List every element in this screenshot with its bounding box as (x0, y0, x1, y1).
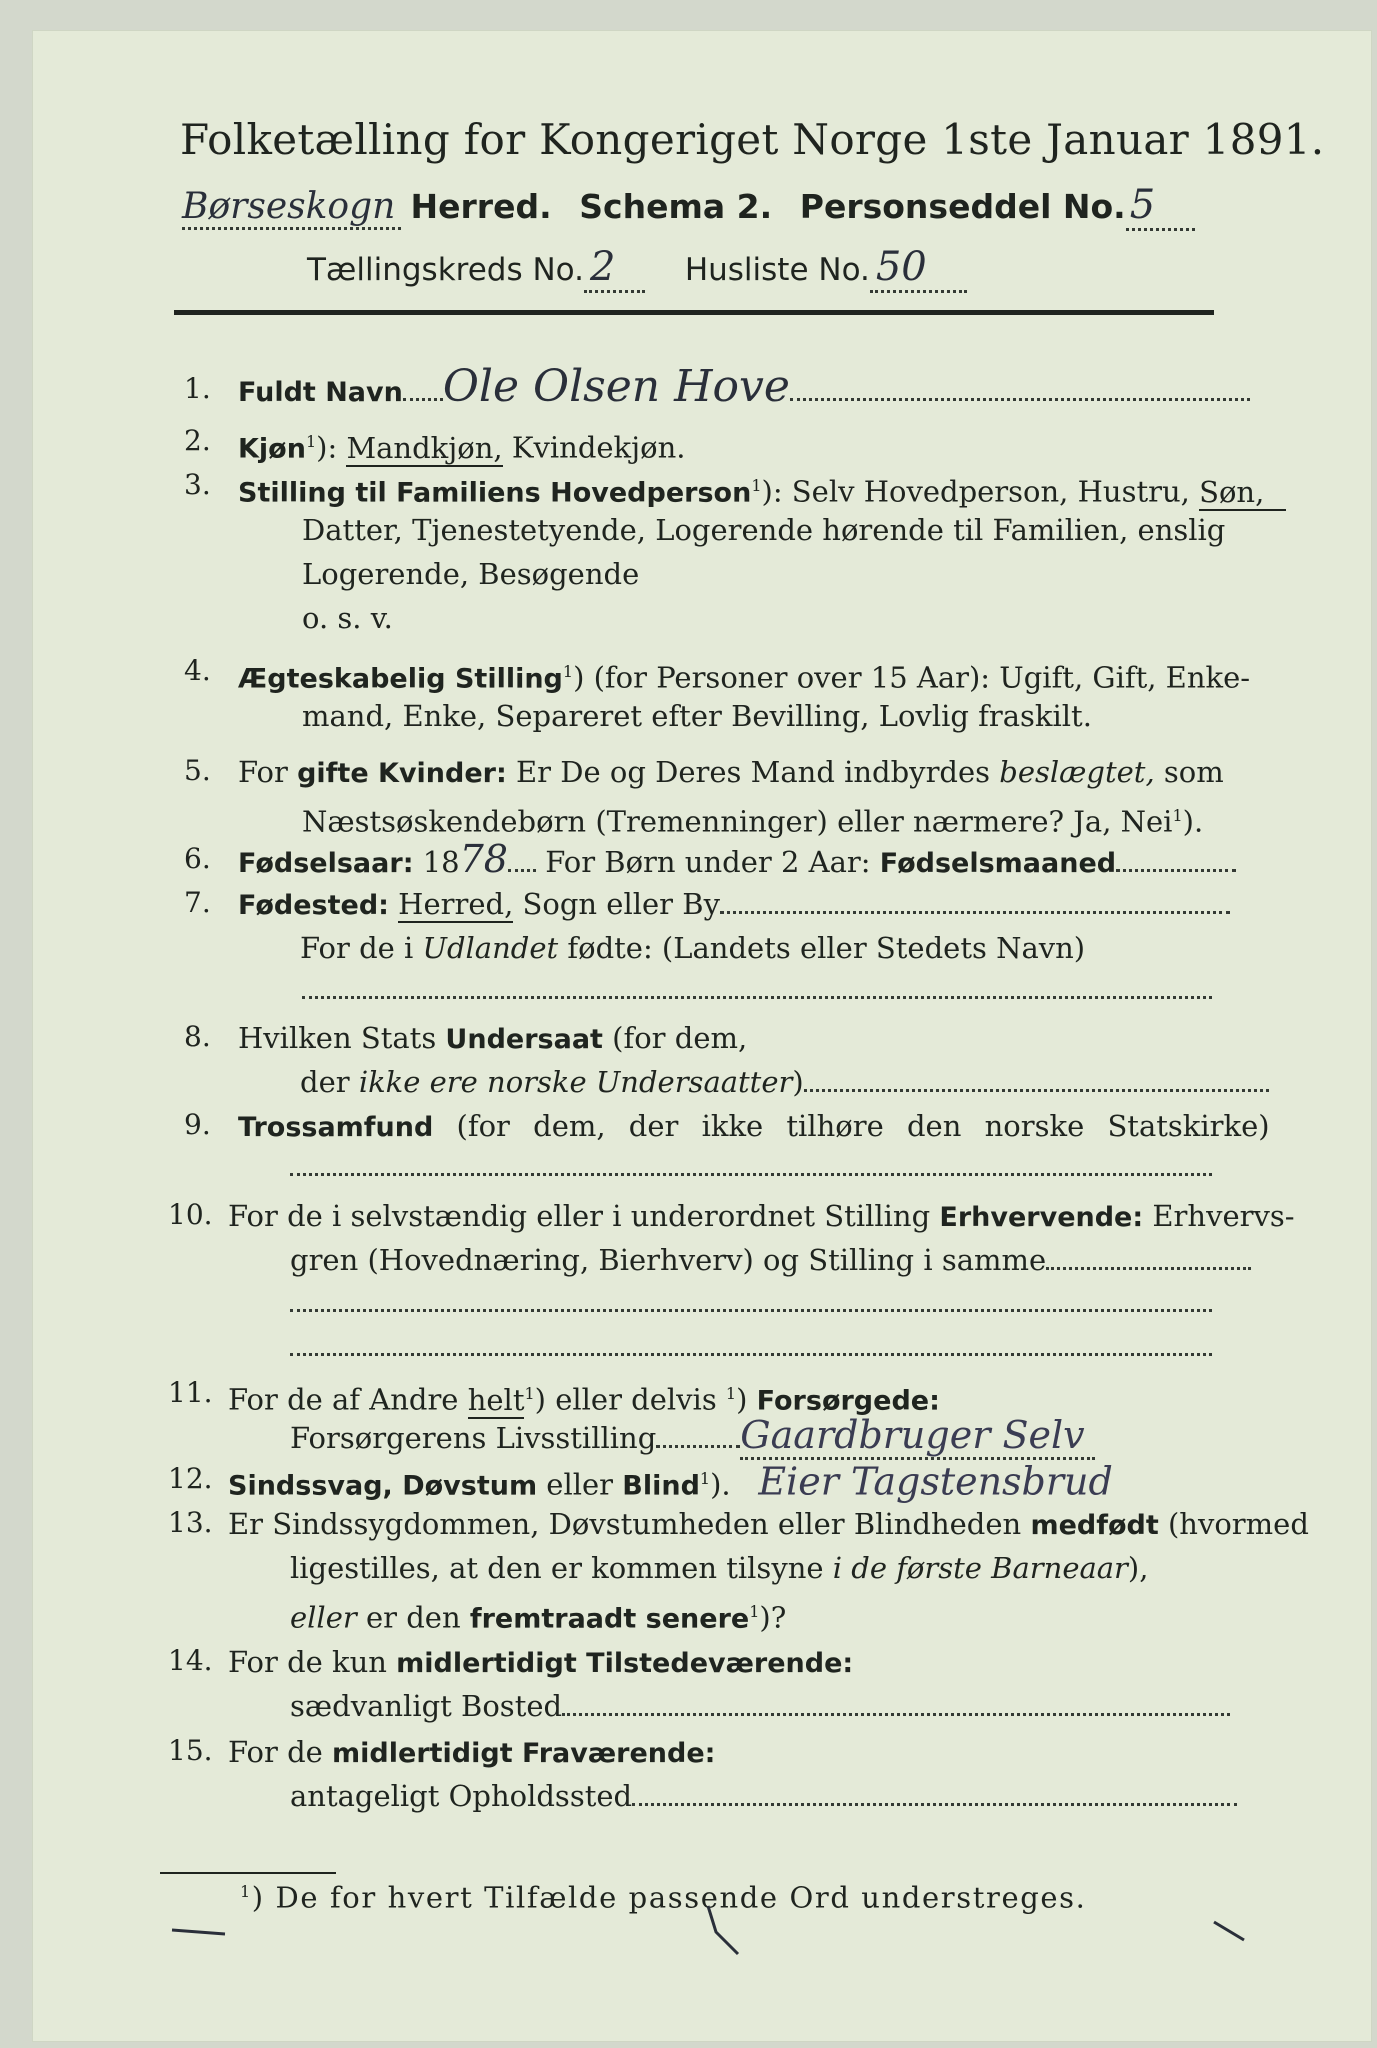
q1-number: 1. (184, 372, 211, 405)
q2-label: Kjøn (238, 433, 306, 465)
q11-row-1: For de af Andre helt$^1$) eller delvis $^1$) Forsørgede: (228, 1382, 940, 1417)
q6-label-2: Fødselsmaaned (879, 848, 1117, 879)
q3-row-4: o. s. v. (302, 601, 393, 635)
q3-option-son: Søn, (1199, 475, 1286, 511)
footnote: $^1$) De for hvert Tilfælde passende Ord understreges. (240, 1880, 1087, 1915)
personseddel-value: 5 (1126, 182, 1195, 231)
q7-row-1: Fødested: Herred, Sogn eller By (238, 886, 1230, 924)
personseddel-label: Personseddel No. (799, 187, 1126, 226)
q9-number: 9. (184, 1108, 211, 1141)
q12-row: Sindssvag, Døvstum eller Blind$^1$). Eier Tagstensbrud (228, 1459, 1113, 1504)
q11-row-2: Forsørgerens Livsstilling Gaardbruger Selv (290, 1410, 1095, 1463)
kreds-value: 2 (584, 244, 645, 293)
q14-label: midlertidigt Tilstedeværende: (396, 1648, 854, 1679)
husliste-value: 50 (870, 244, 967, 293)
q15-number: 15. (168, 1734, 213, 1767)
q12-number: 12. (168, 1462, 213, 1495)
q6-label: Fødselsaar: (238, 848, 414, 879)
q14-row-2: sædvanligt Bosted (290, 1688, 1230, 1724)
q5-number: 5. (184, 754, 211, 787)
q9-blank-line (290, 1172, 1212, 1176)
q10-number: 10. (168, 1198, 213, 1231)
pen-mark-left (170, 1920, 230, 1940)
q15-row-2: antageligt Opholdssted (290, 1778, 1237, 1814)
q15-label: midlertidigt Fraværende: (332, 1738, 716, 1769)
pen-mark-right (1210, 1916, 1250, 1946)
q12-label-2: Blind (622, 1470, 700, 1502)
kreds-label: Tællingskreds No. (307, 252, 584, 288)
q3-row-2: Datter, Tjenestetyende, Logerende hørende til Familien, enslig (302, 513, 1226, 547)
q3-label: Stilling til Familiens Hovedperson (238, 477, 752, 509)
q4-number: 4. (184, 654, 211, 687)
q1-row (238, 362, 1250, 418)
q2-row: Kjøn$^1$): Mandkjøn, Kvindekjøn. (238, 430, 686, 465)
q1-value: Ole Olsen Hove (442, 361, 790, 412)
q6-value: 78 (459, 837, 508, 881)
q12-label: Sindssvag, Døvstum (228, 1470, 538, 1502)
q10-label: Erhvervende: (939, 1202, 1144, 1233)
q5-row-2: Næstsøskendebørn (Tremenninger) eller nærmere? Ja, Nei$^1$). (302, 804, 1204, 839)
q3-row-1: Stilling til Familiens Hovedperson$^1$): Selv Hovedperson, Hustru, Søn, (238, 468, 1286, 512)
q11-number: 11. (168, 1376, 213, 1409)
herred-label: Herred. (410, 187, 552, 226)
q3-row-3: Logerende, Besøgende (302, 557, 640, 591)
q11-value: Gaardbruger Selv (740, 1413, 1094, 1460)
q9-row: Trossamfund (for dem, der ikke tilhøre den norske Statskirke) (238, 1109, 1270, 1143)
q12-value: Eier Tagstensbrud (758, 1459, 1113, 1504)
q8-row-2: der ikke ere norske Undersaatter) (300, 1064, 1269, 1100)
q8-label: Undersaat (445, 1024, 603, 1055)
form-title: Folketælling for Kongeriget Norge 1ste Januar 1891. (180, 115, 1325, 164)
q1-label: Fuldt Navn (238, 377, 403, 408)
husliste-label: Husliste No. (684, 252, 870, 288)
q6-row: Fødselsaar: 1878 For Børn under 2 Aar: Fødselsmaaned (238, 836, 1236, 887)
q15-row-1: For de midlertidigt Fraværende: (228, 1735, 716, 1769)
q5-row-1: For gifte Kvinder: Er De og Deres Mand indbyrdes beslægtet, som (238, 755, 1224, 789)
header-rule (174, 310, 1214, 315)
q2-option-mand: Mandkjøn, (346, 430, 503, 465)
q14-number: 14. (168, 1644, 213, 1677)
header-line-2 (182, 180, 1195, 233)
q2-option-kvinde: Kvindekjøn. (511, 430, 686, 465)
q9-label: Trossamfund (238, 1112, 434, 1143)
pen-mark-center (704, 1902, 744, 1962)
q3-number: 3. (184, 468, 211, 501)
q14-row-1: For de kun midlertidigt Tilstedeværende: (228, 1645, 854, 1679)
q2-number: 2. (184, 424, 211, 457)
census-form (32, 30, 1372, 2042)
herred-value: Børseskogn (182, 186, 401, 230)
q11-option-helt: helt (467, 1382, 525, 1417)
q13-row-2: ligestilles, at den er kommen tilsyne i de første Barneaar), (290, 1551, 1149, 1585)
q13-number: 13. (168, 1506, 213, 1539)
q10-blank-line-1 (290, 1308, 1212, 1312)
q7-label: Fødested: (238, 890, 389, 921)
q7-number: 7. (184, 886, 211, 919)
q8-number: 8. (184, 1020, 211, 1053)
q13-row-1: Er Sindssygdommen, Døvstumheden eller Blindheden medfødt (hvormed (228, 1507, 1309, 1541)
q10-row-1: For de i selvstændig eller i underordnet Stilling Erhvervende: Erhvervs- (228, 1199, 1295, 1233)
q13-label-2: fremtraadt senere (469, 1603, 750, 1635)
q10-row-2: gren (Hovednæring, Bierhverv) og Stilling i samme (290, 1242, 1251, 1278)
q10-blank-line-2 (290, 1352, 1212, 1356)
schema-label: Schema 2. (579, 187, 773, 226)
q7-option-herred: Herred, (398, 887, 514, 921)
q13-label: medfødt (1030, 1510, 1159, 1541)
q8-row-1: Hvilken Stats Undersaat (for dem, (238, 1021, 748, 1055)
q4-row-1: Ægteskabelig Stilling$^1$) (for Personer over 15 Aar): Ugift, Gift, Enke- (238, 660, 1251, 695)
header-line-3 (307, 242, 967, 295)
q7-row-2: For de i Udlandet fødte: (Landets eller Stedets Navn) (300, 931, 1086, 965)
q7-blank-line (302, 995, 1212, 999)
q4-row-2: mand, Enke, Separeret efter Bevilling, Lovlig fraskilt. (302, 699, 1092, 733)
q6-number: 6. (184, 842, 211, 875)
q13-row-3: eller er den fremtraadt senere$^1$)? (290, 1600, 787, 1635)
q4-label: Ægteskabelig Stilling (238, 663, 563, 695)
q11-label: Forsørgede: (756, 1385, 940, 1417)
q5-label: gifte Kvinder: (297, 758, 507, 789)
